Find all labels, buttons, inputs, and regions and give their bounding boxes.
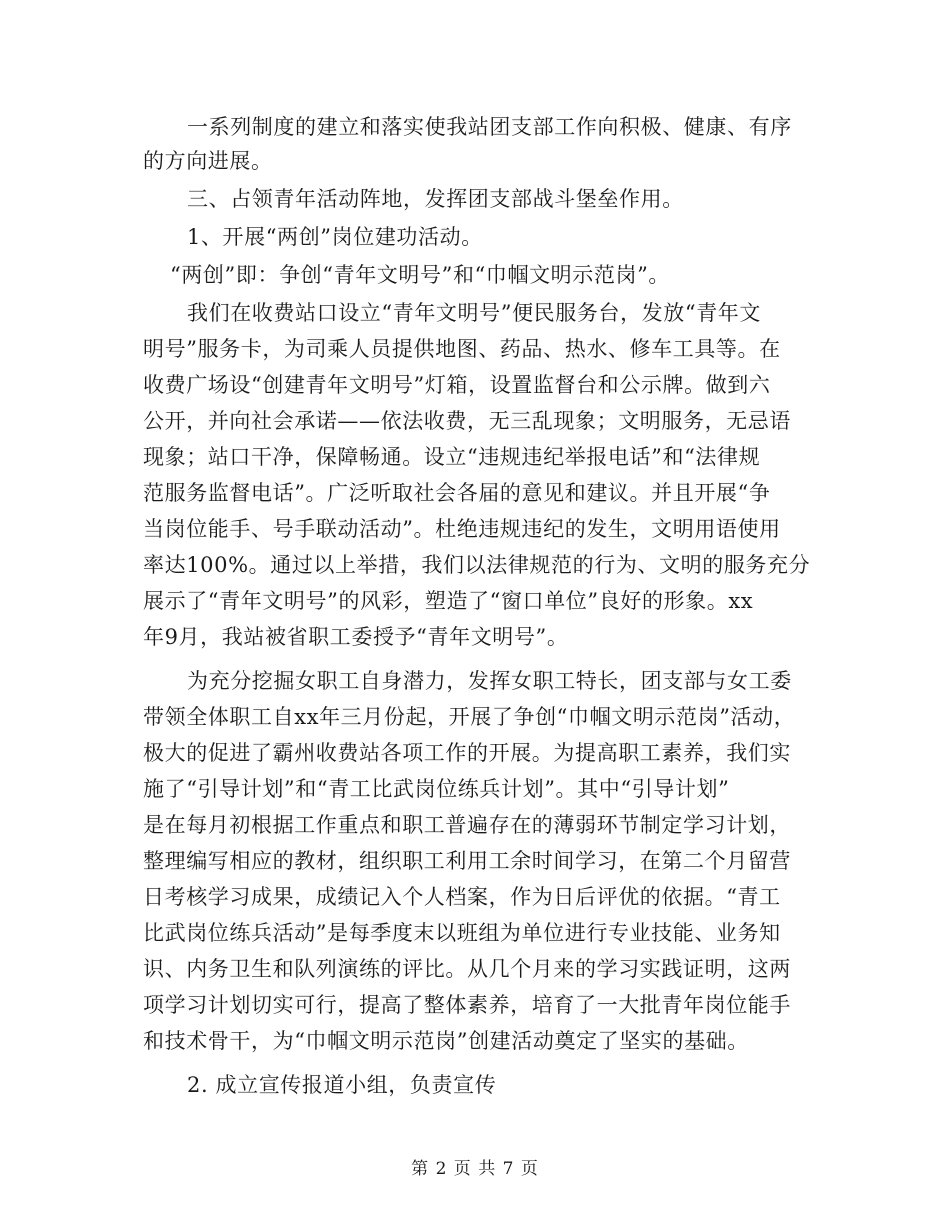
paragraph-line: 现象；站口干净，保障畅通。设立“违规违纪举报电话”和“法律规 (143, 445, 761, 469)
paragraph-line: 范服务监督电话”。广泛听取社会各届的意见和建议。并且开展“争 (143, 481, 771, 505)
paragraph-line: 年9月，我站被省职工委授予“青年文明号”。 (143, 625, 569, 649)
paragraph-line: 是在每月初根据工作重点和职工普遍存在的薄弱环节制定学习计划， (143, 813, 791, 837)
page-number-footer: 第 2 页 共 7 页 (411, 1159, 539, 1179)
paragraph-line: 日考核学习成果，成绩记入个人档案，作为日后评优的依据。“青工 (143, 885, 781, 909)
paragraph-line: 施了“引导计划”和“青工比武岗位练兵计划”。其中“引导计划” (143, 777, 730, 801)
paragraph-line: “两创”即：争创“青年文明号”和“巾帼文明示范岗”。 (170, 263, 671, 287)
paragraph-line: 为充分挖掘女职工自身潜力，发挥女职工特长，团支部与女工委 (187, 669, 792, 693)
paragraph-line: 的方向进展。 (143, 149, 273, 173)
paragraph-line: 我们在收费站口设立“青年文明号”便民服务台，发放“青年文 (187, 301, 762, 325)
paragraph-line: 识、内务卫生和队列演练的评比。从几个月来的学习实践证明，这两 (143, 957, 791, 981)
paragraph-line: 率达100%。通过以上举措，我们以法律规范的行为、文明的服务充分 (143, 553, 811, 577)
paragraph-line: 收费广场设“创建青年文明号”灯箱，设置监督台和公示牌。做到六 (143, 373, 771, 397)
paragraph-line: 当岗位能手、号手联动活动”。杜绝违规违纪的发生，文明用语使用 (143, 517, 781, 541)
subsection-heading: 2. 成立宣传报道小组，负责宣传 (187, 1073, 497, 1097)
paragraph-line: 展示了“青年文明号”的风彩，塑造了“窗口单位”良好的形象。xx (143, 589, 754, 613)
paragraph-line: 带领全体职工自xx年三月份起，开展了争创“巾帼文明示范岗”活动， (143, 705, 796, 729)
paragraph-line: 项学习计划切实可行，提高了整体素养，培育了一大批青年岗位能手 (143, 993, 791, 1017)
paragraph-line: 明号”服务卡，为司乘人员提供地图、药品、热水、修车工具等。在 (143, 337, 781, 361)
section-heading: 三、占领青年活动阵地，发挥团支部战斗堡垒作用。 (187, 187, 684, 211)
paragraph-line: 公开，并向社会承诺——依法收费，无三乱现象；文明服务，无忌语 (143, 409, 791, 433)
paragraph-line: 和技术骨干，为“巾帼文明示范岗”创建活动奠定了坚实的基础。 (143, 1029, 749, 1053)
subsection-heading: 1、开展“两创”岗位建功活动。 (187, 225, 483, 249)
paragraph-line: 极大的促进了霸州收费站各项工作的开展。为提高职工素养，我们实 (143, 741, 791, 765)
paragraph-line: 整理编写相应的教材，组织职工利用工余时间学习，在第二个月留营 (143, 849, 791, 873)
paragraph-line: 比武岗位练兵活动”是每季度末以班组为单位进行专业技能、业务知 (143, 921, 781, 945)
paragraph-line: 一系列制度的建立和落实使我站团支部工作向积极、健康、有序 (187, 115, 792, 139)
